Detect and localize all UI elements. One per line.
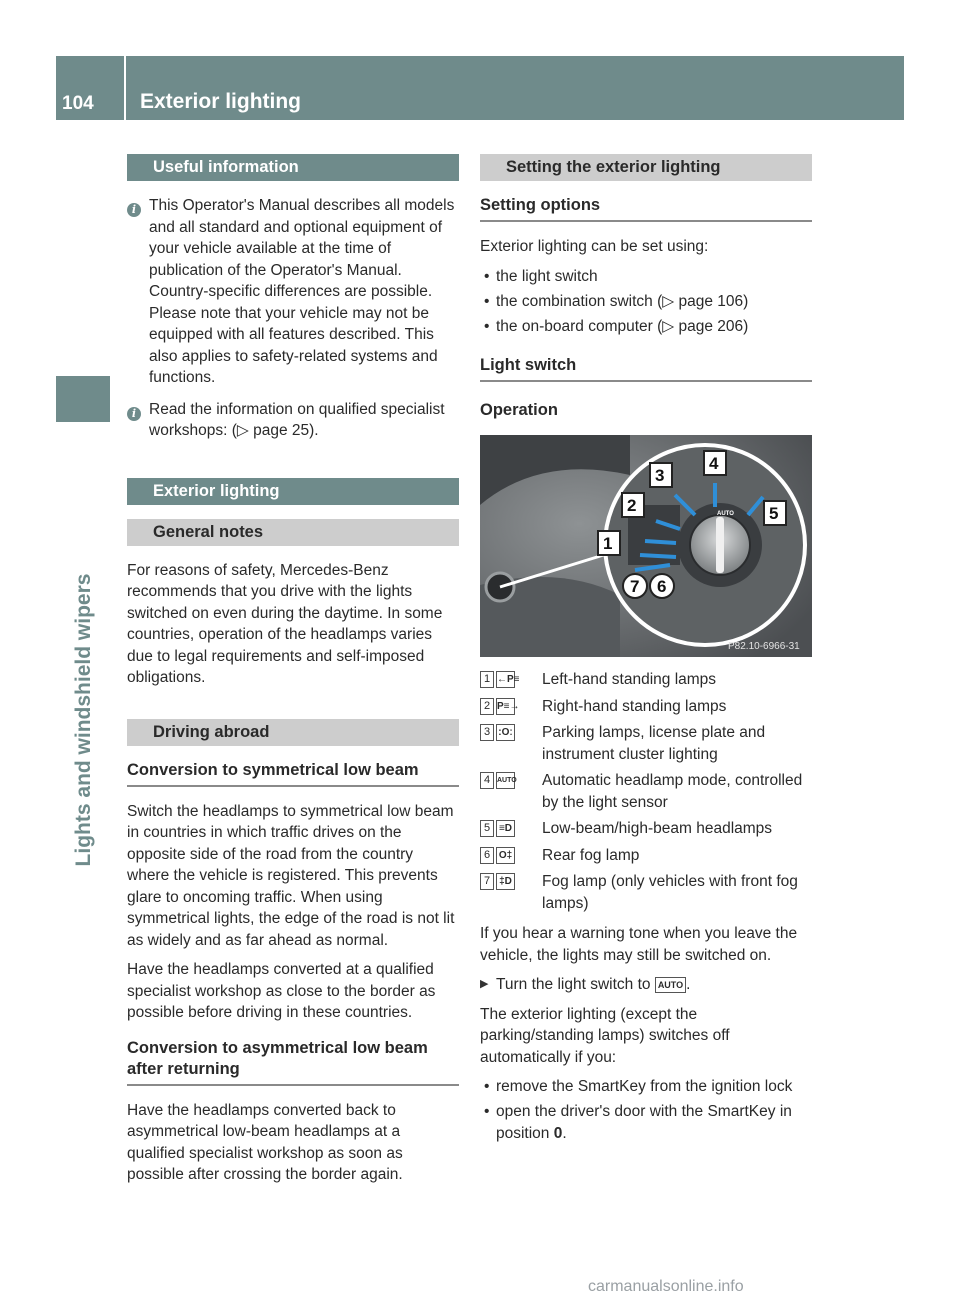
legend-number: 4 (480, 772, 494, 789)
callout-5: 5 (769, 504, 779, 523)
legend-item (480, 770, 812, 813)
info-icon: i (127, 402, 145, 416)
setting-options-heading: Setting options (480, 195, 812, 222)
legend-number: 5 (480, 820, 494, 837)
light-switch-figure (480, 435, 812, 657)
asymmetrical-heading: Conversion to asymmetrical low beam after returning (127, 1038, 459, 1086)
auto-icon: AUTO (655, 977, 686, 993)
watermark: carmanualsonline.info (588, 1278, 744, 1295)
position-number: 0 (553, 1124, 563, 1142)
parking-lamp-icon: :Oː (496, 724, 515, 741)
chapter-label: Lights and windshield wipers (72, 573, 95, 867)
list-item: • the light switch (480, 266, 812, 288)
info-note (127, 195, 459, 389)
legend-text: Fog lamp (only vehicles with front fog lamps) (542, 873, 798, 912)
symmetrical-text-2: Have the headlamps converted at a qualified specialist workshop as close to the border as possible before driving in these countries. (127, 961, 436, 1021)
action-step: ▶ Turn the light switch to AUTO . (480, 974, 812, 996)
legend-text: Low-beam/high-beam headlamps (542, 820, 773, 837)
symmetrical-heading: Conversion to symmetrical low beam (127, 760, 459, 787)
info-note-text: This Operator's Manual describes all models and all standard and optional equipment of your vehicle available at the time of publication of the Operator's Manual. Country-specific differences are possible. Please note that your vehicle may not be equipped with all features described. This also applies to safety-related systems and functions. (149, 197, 455, 386)
callout-4: 4 (709, 454, 719, 473)
rear-fog-lamp-icon: O‡ (496, 847, 515, 864)
front-fog-lamp-icon: ‡D (496, 873, 515, 890)
legend-item (480, 845, 812, 867)
legend-item (480, 669, 812, 691)
list-item: • remove the SmartKey from the ignition lock (480, 1076, 812, 1098)
callout-7: 7 (630, 577, 640, 596)
list-item: • the combination switch (▷ page 106) (480, 291, 812, 313)
options-intro: Exterior lighting can be set using: (480, 238, 709, 255)
driving-abroad-heading: Driving abroad (127, 719, 459, 746)
legend-number: 1 (480, 671, 494, 688)
legend-number: 7 (480, 873, 494, 890)
standing-lamp-right-icon: P≡→ (496, 698, 515, 715)
warning-text: If you hear a warning tone when you leave the vehicle, the lights may still be switched on. (480, 925, 798, 964)
legend-number: 6 (480, 847, 494, 864)
left-column (127, 154, 459, 1194)
info-note-text: Read the information on qualified specialist workshops: (▷ page 25). (149, 400, 445, 439)
legend-text: Right-hand standing lamps (542, 697, 727, 715)
general-notes-heading: General notes (127, 519, 459, 546)
right-column (480, 154, 812, 1154)
info-note (127, 399, 459, 442)
asymmetrical-text: Have the headlamps converted back to asymmetrical low-beam headlamps at a qualified specialist workshop as soon as possible after crossing the border again. (127, 1101, 403, 1183)
legend-text: Rear fog lamp (542, 846, 640, 864)
chapter-tab (56, 376, 110, 422)
auto-label: AUTO (717, 511, 734, 517)
symmetrical-text: Switch the headlamps to symmetrical low beam in countries in which traffic drives on the opposite side of the road from the country where the vehicle is registered. This prevents glare to oncoming traffic. When using symmetrical lights, the edge of the road is not lit as widely and as far ahead as normal. (127, 802, 455, 949)
options-list (480, 266, 812, 338)
info-icon: i (127, 198, 145, 212)
light-switch-illustration (480, 435, 812, 657)
legend-text: Automatic headlamp mode, controlled by the light sensor (542, 772, 803, 811)
auto-mode-icon: AUTO (496, 772, 515, 789)
auto-off-list (480, 1076, 812, 1144)
useful-info-heading: Useful information (127, 154, 459, 181)
general-notes-text: For reasons of safety, Mercedes-Benz recommends that you drive with the lights switched on even during the daytime. In some countries, operation of the headlamps varies due to legal requirements and self-imposed obligations. (127, 561, 443, 686)
auto-off-text: The exterior lighting (except the parking/standing lamps) switches off automatically if you: (480, 1005, 730, 1066)
headlamp-icon: ≡D (496, 820, 515, 837)
header-divider (124, 56, 126, 120)
exterior-lighting-heading: Exterior lighting (127, 478, 459, 505)
list-item: • the on-board computer (▷ page 206) (480, 316, 812, 338)
standing-lamp-left-icon: ←P≡ (496, 671, 515, 688)
callout-2: 2 (627, 496, 637, 515)
light-switch-heading: Light switch (480, 355, 812, 382)
action-text: Turn the light switch to (496, 976, 651, 993)
legend-item (480, 722, 812, 765)
page-number: 104 (62, 93, 94, 114)
legend-item (480, 818, 812, 840)
callout-6: 6 (657, 577, 667, 596)
page-title: Exterior lighting (140, 90, 302, 113)
legend-number: 2 (480, 698, 494, 715)
callout-3: 3 (655, 466, 665, 485)
legend-item (480, 696, 812, 718)
legend-number: 3 (480, 724, 494, 741)
list-item: • open the driver's door with the SmartKey in position 0. (480, 1101, 812, 1144)
legend-item (480, 871, 812, 914)
callout-1: 1 (603, 534, 613, 553)
legend-text: Parking lamps, license plate and instrument cluster lighting (542, 724, 766, 763)
legend-text: Left-hand standing lamps (542, 671, 717, 688)
figure-code: P82.10-6966-31 (728, 641, 800, 652)
legend-list (480, 669, 812, 914)
setting-exterior-heading: Setting the exterior lighting (480, 154, 812, 181)
operation-heading: Operation (480, 401, 558, 419)
